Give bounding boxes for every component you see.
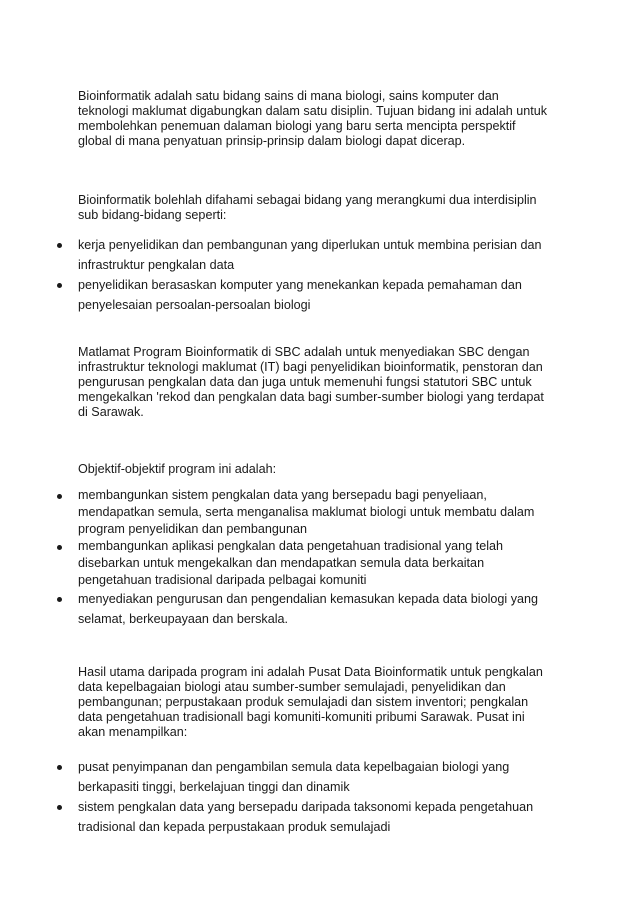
- text-line: data pengetahuan tradisionall bagi komuniti-komuniti pribumi Sarawak. Pusat ini: [78, 710, 525, 724]
- text-line: pengetahuan tradisional daripada pelbagai komuniti: [78, 573, 367, 587]
- text-line: Hasil utama daripada program ini adalah Pusat Data Bioinformatik untuk pengkalan: [78, 665, 543, 679]
- bullet-list-features: [0, 757, 638, 837]
- text-line: mendapatkan semula, serta menganalisa maklumat biologi untuk membatu dalam: [78, 505, 535, 519]
- bullet-icon: [57, 494, 62, 499]
- text-line: di Sarawak.: [78, 405, 144, 419]
- text-line: disebarkan untuk mengekalkan dan mendapatkan semula data berkaitan: [78, 556, 485, 570]
- text-line: tradisional dan kepada perpustakaan produk semulajadi: [78, 820, 391, 834]
- text-line: global di mana penyatuan prinsip-prinsip dalam biologi dapat dicerap.: [78, 134, 466, 148]
- text-line: selamat, berkeupayaan dan berskala.: [78, 612, 289, 626]
- bullet-icon: [57, 243, 62, 248]
- text-line: Bioinformatik adalah satu bidang sains di mana biologi, sains komputer dan: [78, 89, 499, 103]
- text-line: membangunkan sistem pengkalan data yang bersepadu bagi penyeliaan,: [78, 488, 487, 502]
- bullet-icon: [57, 597, 62, 602]
- text-line: membolehkan penemuan dalaman biologi yang baru serta mencipta perspektif: [78, 119, 516, 133]
- paragraph-main-result: [78, 665, 556, 740]
- text-line: sub bidang-bidang seperti:: [78, 208, 227, 222]
- list-item: [0, 487, 638, 538]
- text-line: pembangunan; perpustakaan produk semulajadi dan sistem inventori; pengkalan: [78, 695, 529, 709]
- text-line: infrastruktur pengkalan data: [78, 258, 235, 272]
- list-item: [0, 538, 638, 589]
- paragraph-objectives-heading: [78, 462, 556, 477]
- list-item: [0, 235, 638, 275]
- paragraph-objective-sbc: [78, 345, 556, 420]
- text-line: pengurusan pengkalan data dan juga untuk memenuhi fungsi statutori SBC untuk: [78, 375, 532, 389]
- text-line: mengekalkan 'rekod dan pengkalan data bagi sumber-sumber biologi yang terdapat: [78, 390, 544, 404]
- text-line: Matlamat Program Bioinformatik di SBC adalah untuk menyediakan SBC dengan: [78, 345, 530, 359]
- text-line: program penyelidikan dan pembangunan: [78, 522, 307, 536]
- bullet-icon: [57, 283, 62, 288]
- text-line: penyelesaian persoalan-persoalan biologi: [78, 298, 311, 312]
- text-line: penyelidikan berasaskan komputer yang menekankan kepada pemahaman dan: [78, 278, 522, 292]
- text-line: Bioinformatik bolehlah difahami sebagai bidang yang merangkumi dua interdisiplin: [78, 193, 537, 207]
- text-line: pusat penyimpanan dan pengambilan semula data kepelbagaian biologi yang: [78, 760, 510, 774]
- bullet-list-objectives: [0, 487, 638, 629]
- bullet-icon: [57, 805, 62, 810]
- text-line: akan menampilkan:: [78, 725, 188, 739]
- list-item: [0, 797, 638, 837]
- list-item: [0, 757, 638, 797]
- list-item: [0, 275, 638, 315]
- text-line: teknologi maklumat digabungkan dalam satu disiplin. Tujuan bidang ini adalah untuk: [78, 104, 548, 118]
- text-line: sistem pengkalan data yang bersepadu daripada taksonomi kepada pengetahuan: [78, 800, 534, 814]
- bullet-list-subfields: [0, 235, 638, 315]
- text-line: infrastruktur teknologi maklumat (IT) bagi penyelidikan bioinformatik, penstoran dan: [78, 360, 543, 374]
- list-item: [0, 589, 638, 629]
- text-line: membangunkan aplikasi pengkalan data pengetahuan tradisional yang telah: [78, 539, 504, 553]
- text-line: Objektif-objektif program ini adalah:: [78, 462, 277, 476]
- paragraph-intro: [78, 89, 556, 149]
- text-line: berkapasiti tinggi, berkelajuan tinggi dan dinamik: [78, 780, 350, 794]
- text-line: menyediakan pengurusan dan pengendalian kemasukan kepada data biologi yang: [78, 592, 539, 606]
- bullet-icon: [57, 545, 62, 550]
- text-line: kerja penyelidikan dan pembangunan yang diperlukan untuk membina perisian dan: [78, 238, 542, 252]
- bullet-icon: [57, 765, 62, 770]
- text-line: data kepelbagaian biologi atau sumber-sumber semulajadi, penyelidikan dan: [78, 680, 506, 694]
- paragraph-subfields: [78, 193, 556, 223]
